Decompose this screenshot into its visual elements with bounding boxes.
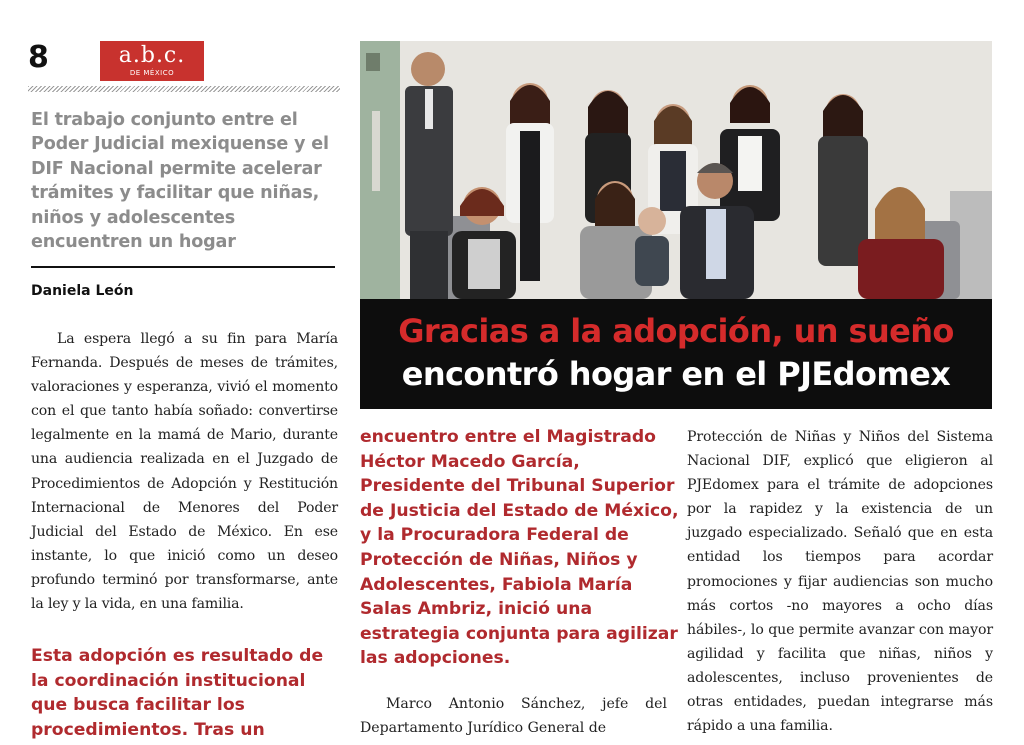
column2-body-text: Marco Antonio Sánchez, jefe del Departamento Jurídico General de [360,696,667,737]
group-photo-illustration [360,41,992,299]
column2-highlight-text: encuentro entre el Magistrado Héctor Macedo García, Presidente del Tribunal Superior de Justicia del Estado de México, y la Procuradora Federal de Protección de Niñas, Niños y Adolescentes, Fabiola María Salas Ambriz, inició una estrategia conjunta para agilizar las adopciones. [360,427,679,669]
logo-subtext: DE MÉXICO [129,69,175,77]
author-byline: Daniela León [31,283,134,299]
article-lead: El trabajo conjunto entre el Poder Judicial mexiquense y el DIF Nacional permite acelerar trámites y facilitar que niñas, niños y adolescentes encuentren un hogar [31,110,329,253]
headline-band [360,299,992,409]
lead-divider [31,266,335,268]
column3-body-text: Protección de Niñas y Niños del Sistema Nacional DIF, explicó que eligieron al PJEdomex para el trámite de adopciones por la rapidez y la existencia de un juzgado especializado. Señaló que en esta entidad los tiempos para acordar promociones y fijar audiencias son mucho más cortos -no mayores a ocho días hábiles-, lo que permite avanzar con mayor agilidad y facilita que niñas, niños y adolescentes, incluso provenientes de otras entidades, puedan integrarse más rápido a una familia. [687,429,993,735]
article-photo-group [360,41,992,299]
page-number: 8 [28,40,49,75]
column1-body-text: La espera llegó a su fin para María Fernanda. Después de meses de trámites, valoraciones y esperanza, vivió el momento con el que tanto había soñado: convertirse legalmente en la mamá de Mario, durante una audiencia realizada en el Juzgado de Procedimientos de Adopción y Restitución Internacional de Menores del Poder Judicial del Estado de México. En ese instante, lo que inició como un deseo profundo terminó por transformarse, ante la ley y la vida, en una familia. [31,331,338,613]
column1-highlight-text: Esta adopción es resultado de la coordinación institucional que busca facilitar los procedimientos. Tras un [31,646,324,740]
headline-line2: encontró hogar en el PJEdomex [401,355,951,393]
publication-logo [100,41,204,81]
headline-line1: Gracias a la adopción, un sueño [398,312,954,350]
logo-text: a.b.c. [118,43,186,68]
decorative-hatch-divider [28,86,340,92]
